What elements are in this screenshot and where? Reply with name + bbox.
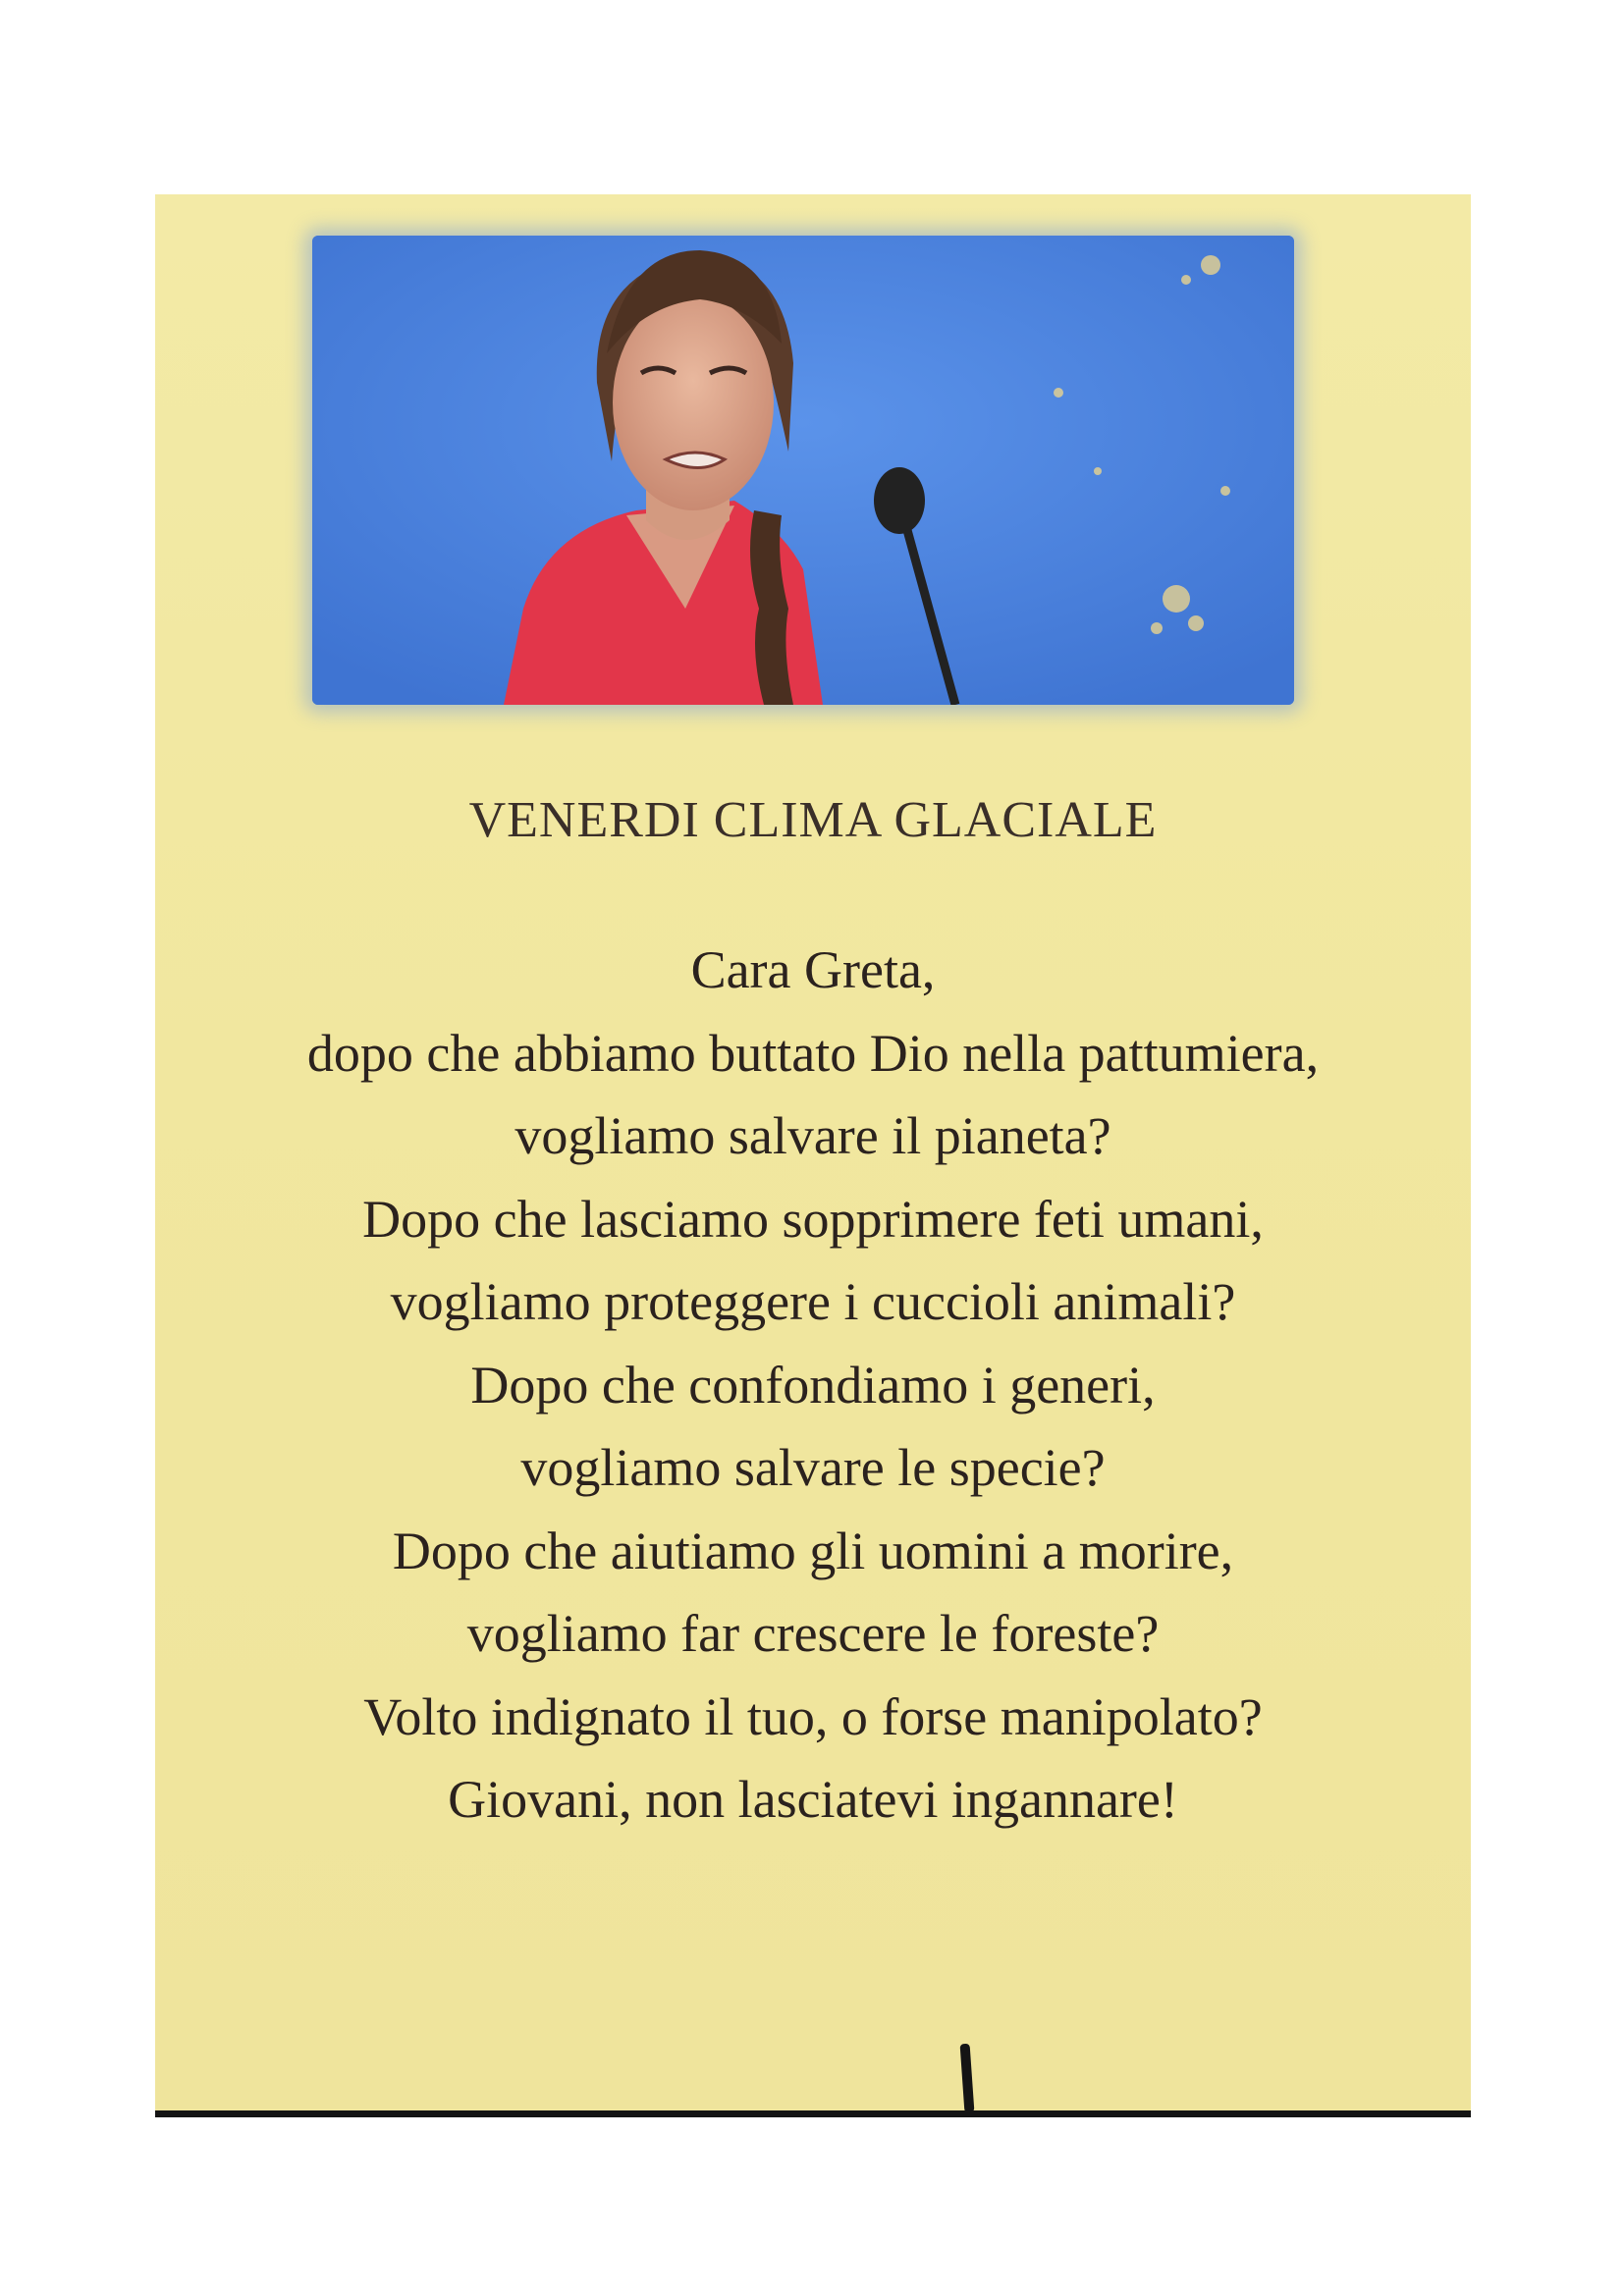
poem-line: Dopo che aiutiamo gli uomini a morire, <box>392 1521 1234 1580</box>
poem-line: vogliamo salvare il pianeta? <box>514 1106 1111 1165</box>
poem-line: Giovani, non lasciatevi ingannare! <box>448 1770 1178 1829</box>
poem-line: dopo che abbiamo buttato Dio nella pattumiera, <box>306 1023 1320 1083</box>
poem-line: vogliamo salvare le specie? <box>520 1438 1106 1497</box>
poem-line: vogliamo proteggere i cuccioli animali? <box>390 1272 1236 1331</box>
poem-line: Dopo che confondiamo i generi, <box>470 1355 1156 1415</box>
bottom-rule <box>155 2110 1471 2117</box>
poem-line: Volto indignato il tuo, o forse manipolato? <box>363 1686 1263 1746</box>
poem-lines <box>155 929 1471 1842</box>
poem-title: VENERDI CLIMA GLACIALE <box>468 792 1158 848</box>
speaker-photo <box>312 236 1294 705</box>
poem-card <box>155 194 1471 2110</box>
poem-line: vogliamo far crescere le foreste? <box>466 1604 1160 1663</box>
poem-line: Cara Greta, <box>690 940 936 999</box>
poem-line: Dopo che lasciamo sopprimere feti umani, <box>362 1189 1264 1249</box>
